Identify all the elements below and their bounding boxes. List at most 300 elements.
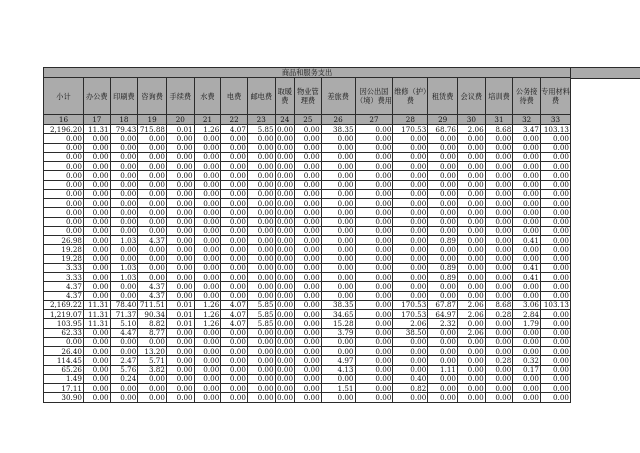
table-cell[interactable]: 0.00	[138, 208, 167, 217]
table-cell[interactable]: 0.00	[110, 254, 138, 263]
table-cell[interactable]: 0.00	[458, 171, 486, 180]
table-cell[interactable]: 0.00	[194, 384, 221, 393]
table-cell[interactable]: 0.00	[513, 328, 541, 337]
table-cell[interactable]: 0.00	[194, 134, 221, 143]
table-cell[interactable]: 0.00	[321, 254, 355, 263]
table-cell[interactable]: 0.00	[458, 282, 486, 291]
table-cell[interactable]: 0.00	[321, 226, 355, 235]
table-cell[interactable]: 2.06	[458, 300, 486, 309]
table-cell[interactable]: 0.00	[513, 199, 541, 208]
table-cell[interactable]: 0.00	[83, 365, 110, 374]
table-cell[interactable]: 0.00	[138, 226, 167, 235]
table-cell[interactable]: 0.00	[138, 152, 167, 161]
table-cell[interactable]: 0.00	[83, 291, 110, 300]
table-cell[interactable]: 0.00	[541, 337, 571, 346]
table-cell[interactable]: 0.00	[44, 162, 84, 171]
table-cell[interactable]: 0.00	[458, 393, 486, 402]
table-cell[interactable]: 0.00	[221, 328, 248, 337]
table-cell[interactable]: 0.00	[355, 208, 393, 217]
table-cell[interactable]: 0.00	[355, 310, 393, 319]
table-cell[interactable]: 0.00	[44, 180, 84, 189]
table-cell[interactable]: 0.00	[355, 162, 393, 171]
table-cell[interactable]: 0.00	[83, 273, 110, 282]
table-cell[interactable]: 78.40	[110, 300, 138, 309]
table-cell[interactable]: 0.00	[458, 189, 486, 198]
table-cell[interactable]: 0.00	[541, 384, 571, 393]
table-cell[interactable]: 0.00	[428, 199, 458, 208]
table-cell[interactable]: 0.00	[194, 143, 221, 152]
table-cell[interactable]: 0.00	[321, 189, 355, 198]
table-cell[interactable]: 0.00	[355, 337, 393, 346]
table-cell[interactable]: 0.00	[321, 374, 355, 383]
table-cell[interactable]: 0.00	[485, 162, 513, 171]
table-cell[interactable]: 4.37	[44, 291, 84, 300]
table-cell[interactable]: 0.00	[458, 180, 486, 189]
table-cell[interactable]: 0.00	[83, 347, 110, 356]
table-cell[interactable]: 0.00	[221, 208, 248, 217]
table-cell[interactable]: 0.00	[428, 180, 458, 189]
table-cell[interactable]: 1,219.07	[44, 310, 84, 319]
table-cell[interactable]: 0.00	[277, 244, 294, 254]
table-cell[interactable]: 0.00	[247, 199, 275, 208]
table-cell[interactable]: 0.00	[83, 393, 110, 402]
table-cell[interactable]: 711.51	[138, 300, 167, 309]
table-cell[interactable]: 0.00	[541, 236, 571, 245]
table-cell[interactable]: 0.00	[221, 347, 248, 356]
table-cell[interactable]: 0.00	[166, 254, 194, 263]
table-cell[interactable]: 0.00	[295, 171, 322, 180]
table-cell[interactable]: 0.00	[393, 171, 428, 180]
table-cell[interactable]: 0.00	[166, 273, 194, 282]
table-cell[interactable]: 0.00	[393, 263, 428, 272]
table-cell[interactable]: 0.00	[321, 347, 355, 356]
table-cell[interactable]: 0.00	[110, 226, 138, 235]
table-cell[interactable]: 3.33	[44, 263, 84, 272]
table-cell[interactable]: 0.00	[44, 208, 84, 217]
table-cell[interactable]: 0.00	[355, 374, 393, 383]
table-cell[interactable]: 0.00	[513, 189, 541, 198]
table-cell[interactable]: 0.00	[295, 180, 322, 189]
table-cell[interactable]: 0.41	[513, 236, 541, 245]
table-cell[interactable]: 0.00	[513, 384, 541, 393]
table-cell[interactable]: 0.00	[485, 282, 513, 291]
table-cell[interactable]: 11.31	[83, 310, 110, 319]
table-cell[interactable]: 0.00	[458, 236, 486, 245]
table-cell[interactable]: 0.00	[458, 365, 486, 374]
table-cell[interactable]: 0.00	[83, 374, 110, 383]
table-cell[interactable]: 0.00	[458, 134, 486, 143]
table-cell[interactable]: 0.00	[83, 263, 110, 272]
table-cell[interactable]: 0.00	[295, 208, 322, 217]
table-cell[interactable]: 0.00	[485, 347, 513, 356]
table-cell[interactable]: 0.00	[513, 347, 541, 356]
table-cell[interactable]: 0.00	[428, 226, 458, 235]
table-cell[interactable]: 0.00	[428, 347, 458, 356]
table-cell[interactable]: 0.00	[247, 208, 275, 217]
table-cell[interactable]: 0.00	[194, 393, 221, 402]
table-cell[interactable]: 0.00	[83, 152, 110, 161]
table-cell[interactable]: 4.07	[221, 300, 248, 309]
table-cell[interactable]: 65.26	[44, 365, 84, 374]
table-cell[interactable]: 0.00	[295, 319, 322, 328]
table-cell[interactable]: 0.00	[138, 180, 167, 189]
table-cell[interactable]: 0.00	[513, 171, 541, 180]
table-cell[interactable]: 0.00	[355, 245, 393, 254]
table-cell[interactable]: 0.00	[485, 393, 513, 402]
table-cell[interactable]: 0.00	[393, 189, 428, 198]
table-cell[interactable]: 0.00	[428, 208, 458, 217]
table-cell[interactable]: 0.00	[355, 125, 393, 134]
table-cell[interactable]: 0.00	[393, 180, 428, 189]
table-cell[interactable]: 3.79	[321, 328, 355, 337]
table-cell[interactable]: 0.00	[247, 282, 275, 291]
table-cell[interactable]: 0.00	[355, 171, 393, 180]
table-cell[interactable]: 0.00	[110, 189, 138, 198]
table-cell[interactable]: 0.00	[138, 254, 167, 263]
table-cell[interactable]: 0.00	[166, 189, 194, 198]
table-cell[interactable]: 0.00	[247, 236, 275, 245]
table-cell[interactable]: 0.00	[247, 374, 275, 383]
table-cell[interactable]: 0.00	[485, 263, 513, 272]
table-cell[interactable]: 0.00	[513, 143, 541, 152]
table-cell[interactable]: 0.00	[355, 356, 393, 365]
table-cell[interactable]: 0.00	[221, 180, 248, 189]
table-cell[interactable]: 0.00	[247, 254, 275, 263]
table-cell[interactable]: 0.00	[458, 337, 486, 346]
table-cell[interactable]: 0.00	[221, 254, 248, 263]
table-cell[interactable]: 0.00	[247, 347, 275, 356]
table-cell[interactable]: 0.00	[541, 226, 571, 235]
table-cell[interactable]: 0.00	[428, 328, 458, 337]
table-cell[interactable]: 0.00	[194, 273, 221, 282]
table-cell[interactable]: 0.00	[83, 384, 110, 393]
table-cell[interactable]: 4.97	[321, 356, 355, 365]
table-cell[interactable]: 0.00	[110, 171, 138, 180]
table-cell[interactable]: 38.35	[321, 125, 355, 134]
table-cell[interactable]: 0.00	[83, 208, 110, 217]
table-cell[interactable]: 0.00	[110, 291, 138, 300]
table-cell[interactable]: 0.00	[428, 356, 458, 365]
table-cell[interactable]: 0.00	[458, 356, 486, 365]
table-cell[interactable]: 0.00	[166, 134, 194, 143]
table-cell[interactable]: 0.00	[295, 254, 322, 263]
table-cell[interactable]: 0.00	[194, 254, 221, 263]
table-cell[interactable]: 0.00	[513, 134, 541, 143]
table-cell[interactable]: 0.00	[277, 374, 294, 384]
table-cell[interactable]: 1.49	[44, 374, 84, 383]
table-cell[interactable]: 1.03	[110, 273, 138, 282]
table-cell[interactable]: 0.00	[428, 393, 458, 402]
table-cell[interactable]: 0.00	[194, 180, 221, 189]
table-cell[interactable]: 4.07	[221, 125, 248, 134]
table-cell[interactable]: 103.95	[44, 319, 84, 328]
table-cell[interactable]: 0.00	[277, 291, 294, 301]
table-cell[interactable]: 0.00	[221, 273, 248, 282]
table-cell[interactable]: 0.00	[277, 217, 294, 227]
table-cell[interactable]: 0.00	[110, 282, 138, 291]
table-cell[interactable]: 0.00	[277, 272, 294, 282]
table-cell[interactable]: 5.85	[247, 310, 275, 319]
table-cell[interactable]: 4.37	[138, 291, 167, 300]
table-cell[interactable]: 0.00	[166, 217, 194, 226]
table-cell[interactable]: 0.00	[194, 217, 221, 226]
table-cell[interactable]: 0.00	[83, 143, 110, 152]
table-cell[interactable]: 13.20	[138, 347, 167, 356]
table-cell[interactable]: 0.00	[138, 374, 167, 383]
table-cell[interactable]: 0.00	[247, 365, 275, 374]
table-cell[interactable]: 0.00	[428, 189, 458, 198]
table-cell[interactable]: 0.00	[221, 189, 248, 198]
table-cell[interactable]: 0.00	[513, 337, 541, 346]
table-cell[interactable]: 0.00	[194, 282, 221, 291]
table-cell[interactable]: 0.00	[277, 300, 294, 310]
table-cell[interactable]: 1.26	[194, 300, 221, 309]
table-cell[interactable]: 0.00	[166, 226, 194, 235]
table-cell[interactable]: 0.00	[247, 171, 275, 180]
table-cell[interactable]: 0.00	[277, 143, 294, 153]
table-cell[interactable]: 0.00	[247, 217, 275, 226]
table-cell[interactable]: 0.00	[485, 291, 513, 300]
table-cell[interactable]: 0.00	[393, 134, 428, 143]
table-cell[interactable]: 0.00	[485, 217, 513, 226]
table-cell[interactable]: 0.00	[393, 152, 428, 161]
table-cell[interactable]: 11.31	[83, 300, 110, 309]
table-cell[interactable]: 0.00	[247, 384, 275, 393]
table-cell[interactable]: 0.00	[321, 208, 355, 217]
table-cell[interactable]: 0.00	[541, 319, 571, 328]
table-cell[interactable]: 2.06	[458, 328, 486, 337]
table-cell[interactable]: 0.00	[541, 328, 571, 337]
table-cell[interactable]: 0.00	[485, 273, 513, 282]
table-cell[interactable]: 0.00	[194, 162, 221, 171]
table-cell[interactable]: 0.00	[110, 143, 138, 152]
table-cell[interactable]: 0.00	[393, 356, 428, 365]
table-cell[interactable]: 11.31	[83, 319, 110, 328]
table-cell[interactable]: 0.89	[428, 236, 458, 245]
table-cell[interactable]: 0.00	[355, 236, 393, 245]
table-cell[interactable]: 0.00	[83, 162, 110, 171]
table-cell[interactable]: 0.00	[485, 319, 513, 328]
table-cell[interactable]: 0.00	[166, 393, 194, 402]
table-cell[interactable]: 0.00	[247, 337, 275, 346]
table-cell[interactable]: 0.00	[393, 365, 428, 374]
table-cell[interactable]: 0.00	[110, 347, 138, 356]
table-cell[interactable]: 0.00	[110, 208, 138, 217]
table-cell[interactable]: 0.00	[355, 393, 393, 402]
table-cell[interactable]: 38.50	[393, 328, 428, 337]
table-cell[interactable]: 0.00	[428, 245, 458, 254]
table-cell[interactable]: 0.00	[83, 236, 110, 245]
table-cell[interactable]: 0.00	[541, 245, 571, 254]
table-cell[interactable]: 0.00	[295, 217, 322, 226]
table-cell[interactable]: 0.28	[485, 310, 513, 319]
table-cell[interactable]: 79.43	[110, 125, 138, 134]
table-cell[interactable]: 0.00	[194, 152, 221, 161]
table-cell[interactable]: 0.00	[295, 236, 322, 245]
table-cell[interactable]: 0.00	[166, 199, 194, 208]
table-cell[interactable]: 5.76	[110, 365, 138, 374]
table-cell[interactable]: 170.53	[393, 310, 428, 319]
table-cell[interactable]: 0.00	[458, 143, 486, 152]
table-cell[interactable]: 0.17	[513, 365, 541, 374]
table-cell[interactable]: 0.00	[138, 143, 167, 152]
table-cell[interactable]: 0.00	[513, 217, 541, 226]
table-cell[interactable]: 0.00	[110, 245, 138, 254]
table-cell[interactable]: 0.00	[458, 273, 486, 282]
table-cell[interactable]: 8.82	[138, 319, 167, 328]
table-cell[interactable]: 0.00	[138, 217, 167, 226]
table-cell[interactable]: 0.00	[277, 365, 294, 375]
table-cell[interactable]: 0.00	[355, 152, 393, 161]
table-cell[interactable]: 5.71	[138, 356, 167, 365]
table-cell[interactable]: 0.00	[541, 365, 571, 374]
table-cell[interactable]: 0.00	[321, 171, 355, 180]
table-cell[interactable]: 0.00	[221, 226, 248, 235]
table-cell[interactable]: 0.00	[541, 393, 571, 402]
table-cell[interactable]: 0.00	[513, 254, 541, 263]
table-cell[interactable]: 2,169.22	[44, 300, 84, 309]
table-cell[interactable]: 0.00	[458, 347, 486, 356]
table-cell[interactable]: 0.00	[321, 152, 355, 161]
table-cell[interactable]: 0.00	[277, 383, 294, 393]
table-cell[interactable]: 0.00	[295, 328, 322, 337]
table-cell[interactable]: 62.33	[44, 328, 84, 337]
table-cell[interactable]: 5.10	[110, 319, 138, 328]
table-cell[interactable]: 0.00	[277, 198, 294, 208]
table-cell[interactable]: 0.00	[513, 245, 541, 254]
table-cell[interactable]: 0.00	[485, 337, 513, 346]
table-cell[interactable]: 0.00	[247, 393, 275, 402]
table-cell[interactable]: 0.00	[393, 143, 428, 152]
table-cell[interactable]: 0.00	[295, 300, 322, 309]
table-cell[interactable]: 0.00	[194, 236, 221, 245]
table-cell[interactable]: 0.00	[541, 180, 571, 189]
table-cell[interactable]: 0.00	[355, 347, 393, 356]
table-cell[interactable]: 0.00	[295, 291, 322, 300]
table-cell[interactable]: 0.00	[295, 273, 322, 282]
table-cell[interactable]: 0.00	[166, 337, 194, 346]
table-cell[interactable]: 0.00	[428, 337, 458, 346]
table-cell[interactable]: 0.00	[393, 162, 428, 171]
table-cell[interactable]: 0.00	[221, 374, 248, 383]
table-cell[interactable]: 1.11	[428, 365, 458, 374]
table-cell[interactable]: 0.00	[277, 133, 294, 143]
table-cell[interactable]: 0.00	[485, 384, 513, 393]
table-cell[interactable]: 0.00	[110, 217, 138, 226]
table-cell[interactable]: 0.00	[355, 291, 393, 300]
table-cell[interactable]: 0.00	[277, 346, 294, 356]
table-cell[interactable]: 0.00	[277, 180, 294, 190]
table-cell[interactable]: 0.00	[541, 254, 571, 263]
table-cell[interactable]: 0.00	[44, 189, 84, 198]
table-cell[interactable]: 0.00	[277, 161, 294, 171]
table-cell[interactable]: 114.45	[44, 356, 84, 365]
table-cell[interactable]: 4.07	[221, 310, 248, 319]
table-cell[interactable]: 0.00	[221, 263, 248, 272]
table-cell[interactable]: 0.00	[166, 365, 194, 374]
table-cell[interactable]: 8.68	[485, 300, 513, 309]
table-cell[interactable]: 2,196.20	[44, 125, 84, 134]
table-cell[interactable]: 0.00	[44, 152, 84, 161]
table-cell[interactable]: 0.00	[393, 208, 428, 217]
table-cell[interactable]: 0.00	[355, 143, 393, 152]
table-cell[interactable]: 0.00	[166, 180, 194, 189]
table-cell[interactable]: 0.00	[83, 171, 110, 180]
table-cell[interactable]: 0.00	[541, 291, 571, 300]
table-cell[interactable]: 0.00	[166, 328, 194, 337]
table-cell[interactable]: 0.00	[194, 263, 221, 272]
table-cell[interactable]: 0.00	[295, 189, 322, 198]
table-cell[interactable]: 0.00	[83, 199, 110, 208]
table-cell[interactable]: 0.00	[393, 393, 428, 402]
table-cell[interactable]: 0.00	[393, 337, 428, 346]
table-cell[interactable]: 0.00	[221, 143, 248, 152]
table-cell[interactable]: 0.00	[166, 208, 194, 217]
table-cell[interactable]: 0.00	[221, 199, 248, 208]
table-cell[interactable]: 0.00	[541, 143, 571, 152]
table-cell[interactable]: 715.88	[138, 125, 167, 134]
table-cell[interactable]: 1.79	[513, 319, 541, 328]
table-cell[interactable]: 0.00	[321, 134, 355, 143]
table-cell[interactable]: 0.00	[277, 318, 294, 328]
table-cell[interactable]: 2.84	[513, 310, 541, 319]
table-cell[interactable]: 8.77	[138, 328, 167, 337]
table-cell[interactable]: 0.00	[428, 134, 458, 143]
table-cell[interactable]: 11.31	[83, 125, 110, 134]
table-cell[interactable]: 0.00	[393, 273, 428, 282]
table-cell[interactable]: 0.00	[458, 319, 486, 328]
table-cell[interactable]: 0.00	[247, 263, 275, 272]
table-cell[interactable]: 0.28	[485, 356, 513, 365]
table-cell[interactable]: 0.00	[513, 291, 541, 300]
table-cell[interactable]: 0.00	[194, 171, 221, 180]
table-cell[interactable]: 0.00	[541, 199, 571, 208]
table-cell[interactable]: 0.00	[513, 162, 541, 171]
table-cell[interactable]: 0.00	[458, 208, 486, 217]
table-cell[interactable]: 0.00	[221, 245, 248, 254]
table-cell[interactable]: 0.00	[194, 291, 221, 300]
table-cell[interactable]: 0.00	[355, 282, 393, 291]
table-cell[interactable]: 38.35	[321, 300, 355, 309]
table-cell[interactable]: 0.00	[247, 291, 275, 300]
table-cell[interactable]: 0.00	[194, 226, 221, 235]
table-cell[interactable]: 8.68	[485, 125, 513, 134]
table-cell[interactable]: 3.33	[44, 273, 84, 282]
table-cell[interactable]: 19.28	[44, 245, 84, 254]
table-cell[interactable]: 0.00	[485, 189, 513, 198]
table-cell[interactable]: 0.00	[393, 199, 428, 208]
table-cell[interactable]: 0.00	[44, 337, 84, 346]
table-cell[interactable]: 5.85	[247, 319, 275, 328]
table-cell[interactable]: 0.01	[166, 319, 194, 328]
table-cell[interactable]: 0.00	[513, 393, 541, 402]
table-cell[interactable]: 0.00	[321, 236, 355, 245]
table-cell[interactable]: 3.47	[513, 125, 541, 134]
table-cell[interactable]: 103.13	[541, 300, 571, 309]
table-cell[interactable]: 4.07	[221, 319, 248, 328]
table-cell[interactable]: 0.00	[83, 356, 110, 365]
table-cell[interactable]: 0.00	[166, 152, 194, 161]
table-cell[interactable]: 0.00	[138, 134, 167, 143]
table-cell[interactable]: 0.00	[277, 309, 294, 319]
table-cell[interactable]: 170.53	[393, 300, 428, 309]
table-cell[interactable]: 0.00	[166, 171, 194, 180]
table-cell[interactable]: 4.37	[138, 282, 167, 291]
table-cell[interactable]: 0.00	[295, 226, 322, 235]
table-cell[interactable]: 0.00	[541, 171, 571, 180]
table-cell[interactable]: 0.00	[541, 273, 571, 282]
table-cell[interactable]: 0.00	[221, 152, 248, 161]
